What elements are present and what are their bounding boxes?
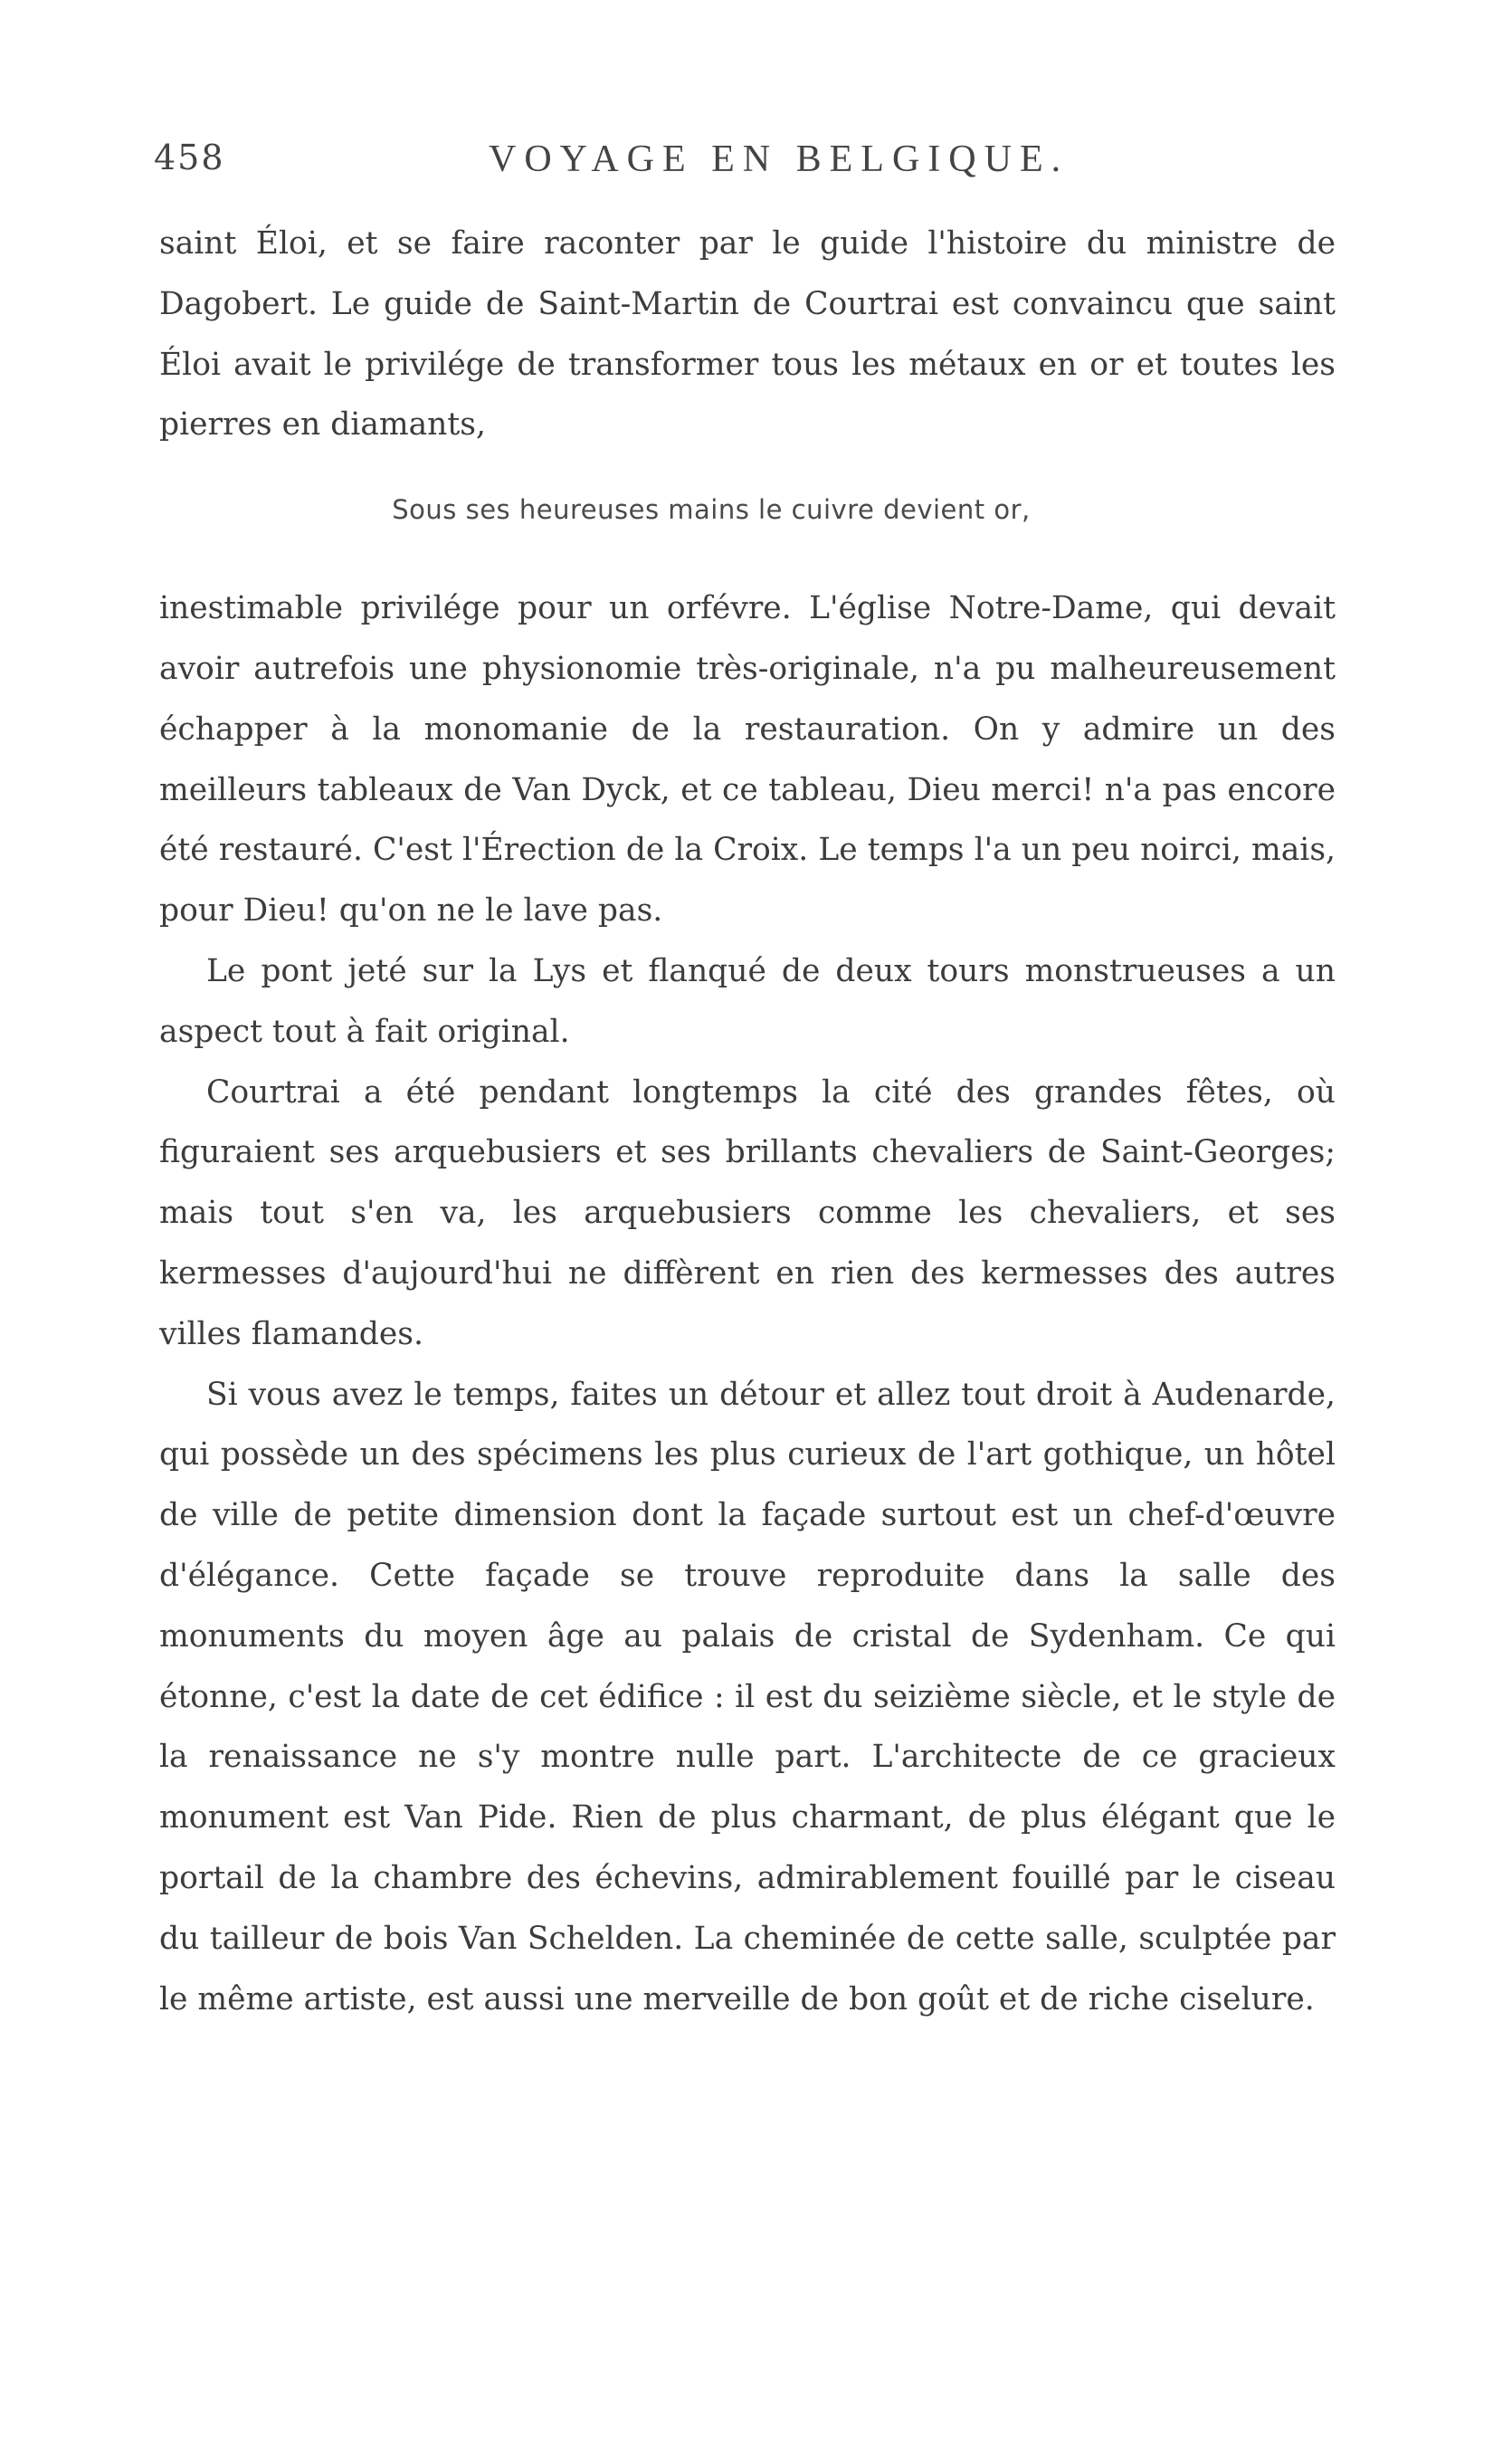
verse-quotation: Sous ses heureuses mains le cuivre devient or, (392, 494, 1031, 526)
paragraph-courtrai: Courtrai a été pendant longtemps la cité des grandes fêtes, où figuraient ses arquebusiers et ses brillants chevaliers de Saint-Georges; mais tout s'en va, les arquebusiers comme les chevaliers, et ses kermesses d'aujourd'hui ne diffèrent en rien des kermesses des autres villes flamandes. (159, 1073, 1336, 1352)
running-title: VOYAGE EN BELGIQUE. (489, 138, 1070, 180)
paragraph-continuation: inestimable privilége pour un orfévre. L'église Notre-Dame, qui devait avoir autrefois une physionomie très-originale, n'a pu malheureusement échapper à la monomanie de la restauration. On y admire un des meilleurs tableaux de Van Dyck, et ce tableau, Dieu merci! n'a pas encore été restauré. C'est l'Érection de la Croix. Le temps l'a un peu noirci, mais, pour Dieu! qu'on ne le lave pas. (159, 590, 1336, 930)
running-head (154, 138, 1375, 192)
body-text (159, 214, 1336, 2029)
paragraph-opening: saint Éloi, et se faire raconter par le guide l'histoire du ministre de Dagobert. Le guide de Saint-Martin de Courtrai est convaincu que saint Éloi avait le privilége de transformer tous les métaux en or et toutes les pierres en diamants, (159, 225, 1336, 444)
page-number: 458 (154, 138, 225, 177)
paragraph-bridge: Le pont jeté sur la Lys et flanqué de deux tours monstrueuses a un aspect tout à fait original. (159, 952, 1336, 1050)
paragraph-audenarde: Si vous avez le temps, faites un détour et allez tout droit à Audenarde, qui possède un des spécimens les plus curieux de l'art gothique, un hôtel de ville de petite dimension dont la façade surtout est un chef-d'œuvre d'élégance. Cette façade se trouve reproduite dans la salle des monuments du moyen âge au palais de cristal de Sydenham. Ce qui étonne, c'est la date de cet édifice : il est du seizième siècle, et le style de la renaissance ne s'y montre nulle part. L'architecte de ce gracieux monument est Van Pide. Rien de plus charmant, de plus élégant que le portail de la chambre des échevins, admirablement fouillé par le ciseau du tailleur de bois Van Schelden. La cheminée de cette salle, sculptée par le même artiste, est aussi une merveille de bon goût et de riche ciselure. (159, 1376, 1336, 2017)
